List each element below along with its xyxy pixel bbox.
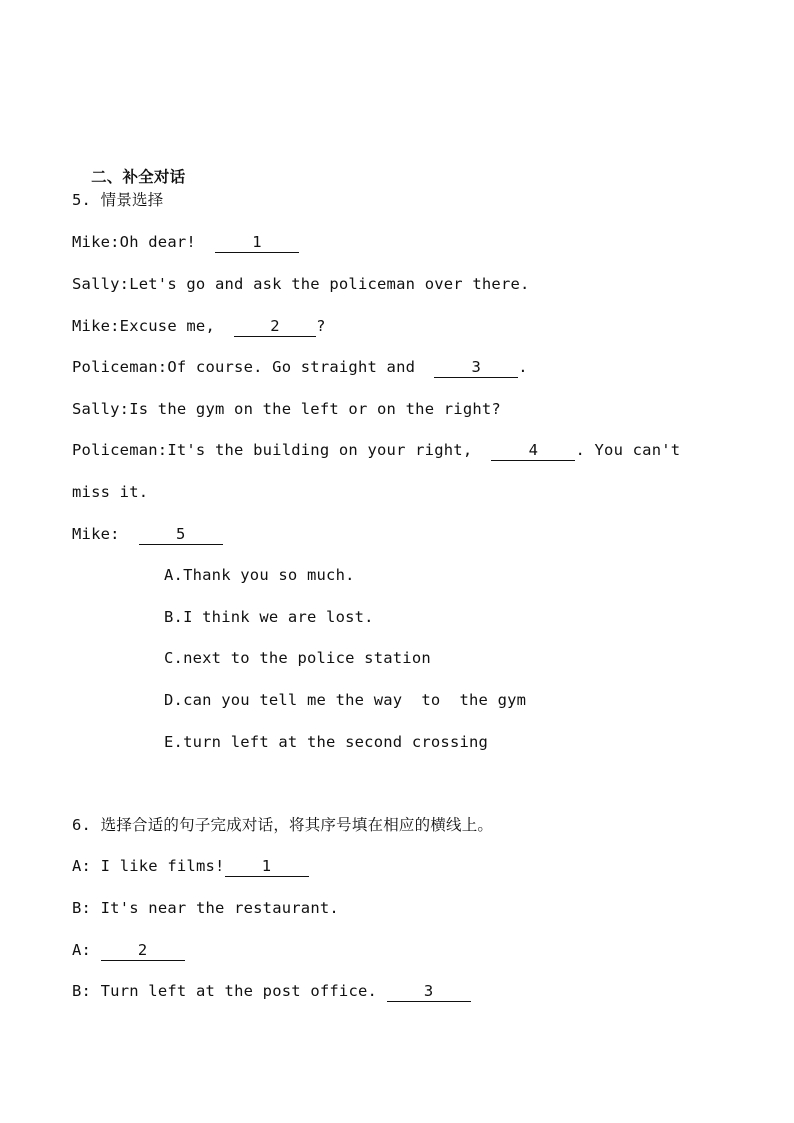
q5-number: 5.	[72, 191, 92, 209]
q5-line-4	[72, 357, 528, 378]
q6-heading	[72, 815, 493, 835]
q5-option-b: B.I think we are lost.	[164, 608, 374, 626]
dialogue-text: It's the building on your right,	[167, 441, 473, 459]
speaker: B:	[72, 899, 92, 917]
q5-option-a: A.Thank you so much.	[164, 566, 355, 584]
trailing-text: . You can't	[575, 441, 681, 459]
q5-option-d: D.can you tell me the way to the gym	[164, 691, 527, 709]
dialogue-text: Turn left at the post office.	[100, 982, 378, 1000]
answer-blank-3[interactable]: 3	[387, 983, 471, 1002]
speaker: Mike:	[72, 317, 120, 335]
dialogue-text: I like films!	[100, 857, 225, 875]
dialogue-text: miss it.	[72, 483, 149, 501]
q5-line-5	[72, 399, 501, 419]
q5-line-7	[72, 482, 148, 502]
speaker: A:	[72, 857, 92, 875]
q5-option-c: C.next to the police station	[164, 649, 431, 667]
speaker: B:	[72, 982, 92, 1000]
speaker: Policeman:	[72, 441, 168, 459]
dialogue-text: It's near the restaurant.	[100, 899, 339, 917]
dialogue-text: Oh dear!	[119, 233, 196, 251]
dialogue-text: Is the gym on the left or on the right?	[129, 400, 501, 418]
q5-line-2	[72, 274, 530, 294]
answer-blank-4[interactable]: 4	[491, 442, 575, 461]
q6-line-3	[72, 940, 185, 961]
answer-blank-1[interactable]: 1	[215, 234, 299, 253]
answer-blank-3[interactable]: 3	[434, 359, 518, 378]
q6-line-1	[72, 856, 309, 877]
speaker: Mike:	[72, 525, 120, 543]
q5-line-1	[72, 232, 299, 253]
answer-blank-1[interactable]: 1	[225, 858, 309, 877]
q6-title: 选择合适的句子完成对话，将其序号填在相应的横线上。	[100, 816, 494, 834]
punctuation: ?	[316, 317, 326, 335]
dialogue-text: Of course. Go straight and	[167, 358, 416, 376]
speaker: Sally:	[72, 400, 130, 418]
q5-line-6	[72, 440, 680, 461]
speaker: Policeman:	[72, 358, 168, 376]
speaker: Mike:	[72, 233, 120, 251]
q5-line-8	[72, 524, 223, 545]
q5-line-3	[72, 316, 326, 337]
q6-line-2	[72, 898, 339, 918]
answer-blank-2[interactable]: 2	[234, 318, 316, 337]
q5-option-e: E.turn left at the second crossing	[164, 733, 489, 751]
speaker: A:	[72, 941, 92, 959]
section-title: 二、补全对话	[91, 168, 186, 186]
q6-line-4	[72, 981, 471, 1002]
dialogue-text: Excuse me,	[119, 317, 215, 335]
q5-heading	[72, 190, 163, 210]
speaker: Sally:	[72, 275, 130, 293]
dialogue-text: Let's go and ask the policeman over there.	[129, 275, 530, 293]
q5-title: 情景选择	[100, 191, 164, 209]
answer-blank-5[interactable]: 5	[139, 526, 223, 545]
q6-number: 6.	[72, 816, 92, 834]
answer-blank-2[interactable]: 2	[101, 942, 185, 961]
punctuation: .	[518, 358, 528, 376]
